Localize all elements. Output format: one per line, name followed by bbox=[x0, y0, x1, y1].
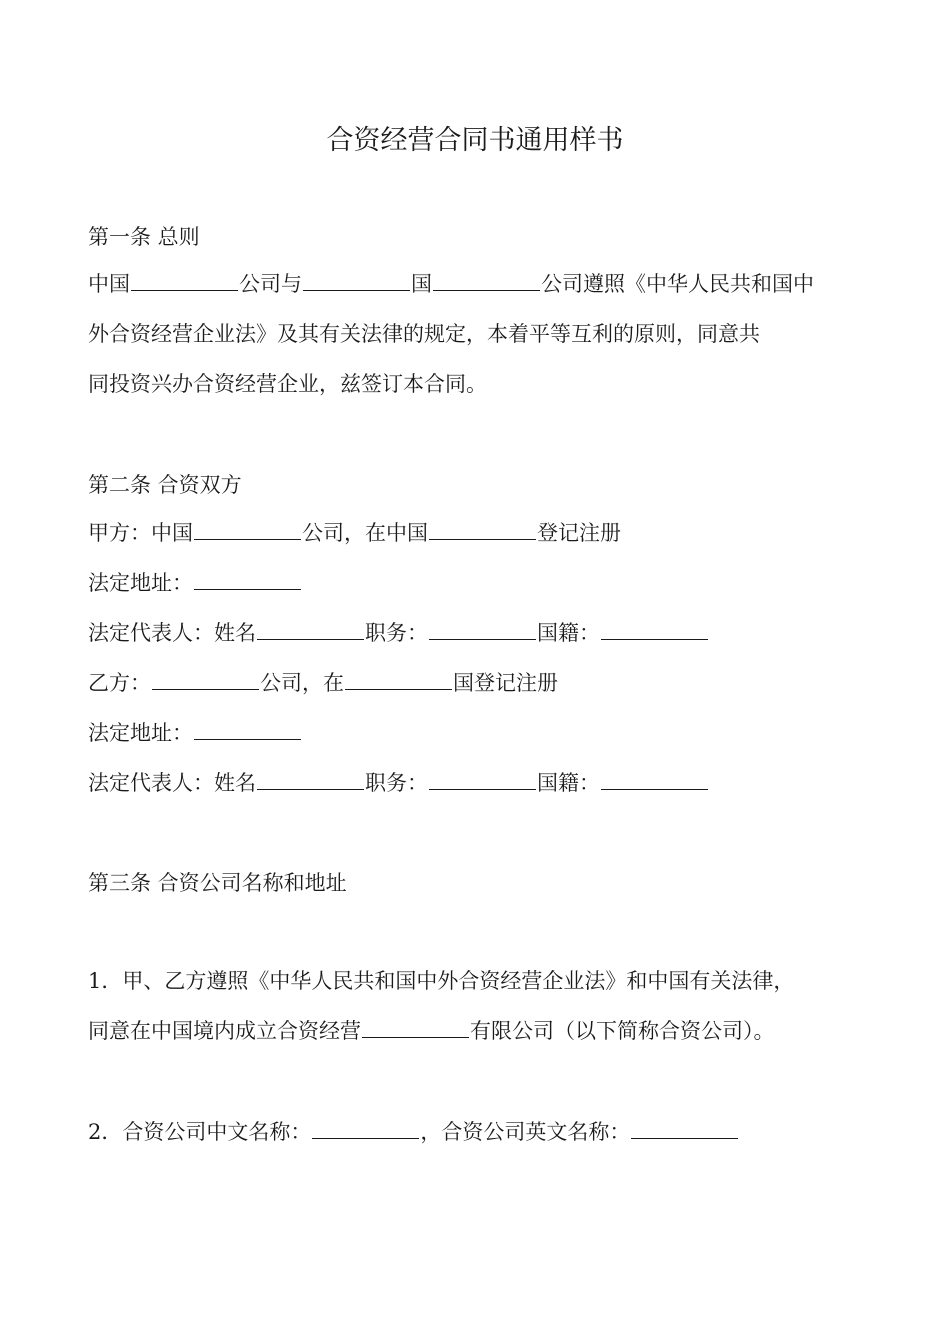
party-a-line bbox=[88, 519, 621, 547]
party-b-text: 公司，在 bbox=[260, 671, 344, 695]
party-a-address bbox=[88, 569, 302, 597]
blank-field bbox=[362, 1017, 469, 1038]
article1-text: 中国 bbox=[88, 272, 130, 296]
blank-field bbox=[303, 270, 410, 291]
rep-label: 法定代表人：姓名 bbox=[88, 621, 256, 645]
blank-field bbox=[345, 669, 452, 690]
blank-field bbox=[601, 619, 708, 640]
blank-field bbox=[429, 769, 536, 790]
address-label: 法定地址： bbox=[88, 721, 193, 745]
party-b-text: 国登记注册 bbox=[453, 671, 558, 695]
article1-line3: 同投资兴办合资经营企业，兹签订本合同。 bbox=[88, 372, 487, 396]
party-a-text: 甲方：中国 bbox=[88, 521, 193, 545]
blank-field bbox=[429, 619, 536, 640]
party-b-text: 乙方： bbox=[88, 671, 151, 695]
blank-field bbox=[429, 519, 536, 540]
article3-text: 有限公司（以下简称合资公司）。 bbox=[470, 1019, 775, 1043]
blank-field bbox=[194, 569, 301, 590]
blank-field bbox=[257, 619, 364, 640]
rep-label: 国籍： bbox=[537, 621, 600, 645]
address-label: 法定地址： bbox=[88, 571, 193, 595]
article3-p1-line2 bbox=[88, 1017, 775, 1045]
article3-p1-line1: 1．甲、乙方遵照《中华人民共和国中外合资经营企业法》和中国有关法律， bbox=[88, 969, 795, 993]
blank-field bbox=[257, 769, 364, 790]
party-a-representative bbox=[88, 619, 709, 647]
blank-field bbox=[433, 270, 540, 291]
rep-label: 职务： bbox=[365, 771, 428, 795]
article3-heading: 第三条 合资公司名称和地址 bbox=[88, 871, 347, 895]
blank-field bbox=[152, 669, 259, 690]
article1-text: 公司与 bbox=[239, 272, 302, 296]
article1-line2: 外合资经营企业法》及其有关法律的规定，本着平等互利的原则，同意共 bbox=[88, 322, 760, 346]
blank-field bbox=[631, 1118, 738, 1139]
party-b-address bbox=[88, 719, 302, 747]
article3-text: 2．合资公司中文名称： bbox=[88, 1120, 312, 1144]
article1-line1 bbox=[88, 270, 814, 298]
article2-heading: 第二条 合资双方 bbox=[88, 473, 242, 497]
article1-heading: 第一条 总则 bbox=[88, 225, 200, 249]
blank-field bbox=[131, 270, 238, 291]
rep-label: 法定代表人：姓名 bbox=[88, 771, 256, 795]
blank-field bbox=[601, 769, 708, 790]
blank-field bbox=[194, 519, 301, 540]
article1-text: 国 bbox=[411, 272, 432, 296]
article3-p2 bbox=[88, 1118, 739, 1146]
rep-label: 国籍： bbox=[537, 771, 600, 795]
rep-label: 职务： bbox=[365, 621, 428, 645]
blank-field bbox=[312, 1118, 419, 1139]
article3-text: ，合资公司英文名称： bbox=[420, 1120, 631, 1144]
party-b-representative bbox=[88, 769, 709, 797]
party-a-text: 登记注册 bbox=[537, 521, 621, 545]
party-b-line bbox=[88, 669, 558, 697]
blank-field bbox=[194, 719, 301, 740]
document-title: 合资经营合同书通用样书 bbox=[326, 125, 624, 156]
article3-text: 同意在中国境内成立合资经营 bbox=[88, 1019, 361, 1043]
article1-text: 公司遵照《中华人民共和国中 bbox=[541, 272, 814, 296]
party-a-text: 公司，在中国 bbox=[302, 521, 428, 545]
